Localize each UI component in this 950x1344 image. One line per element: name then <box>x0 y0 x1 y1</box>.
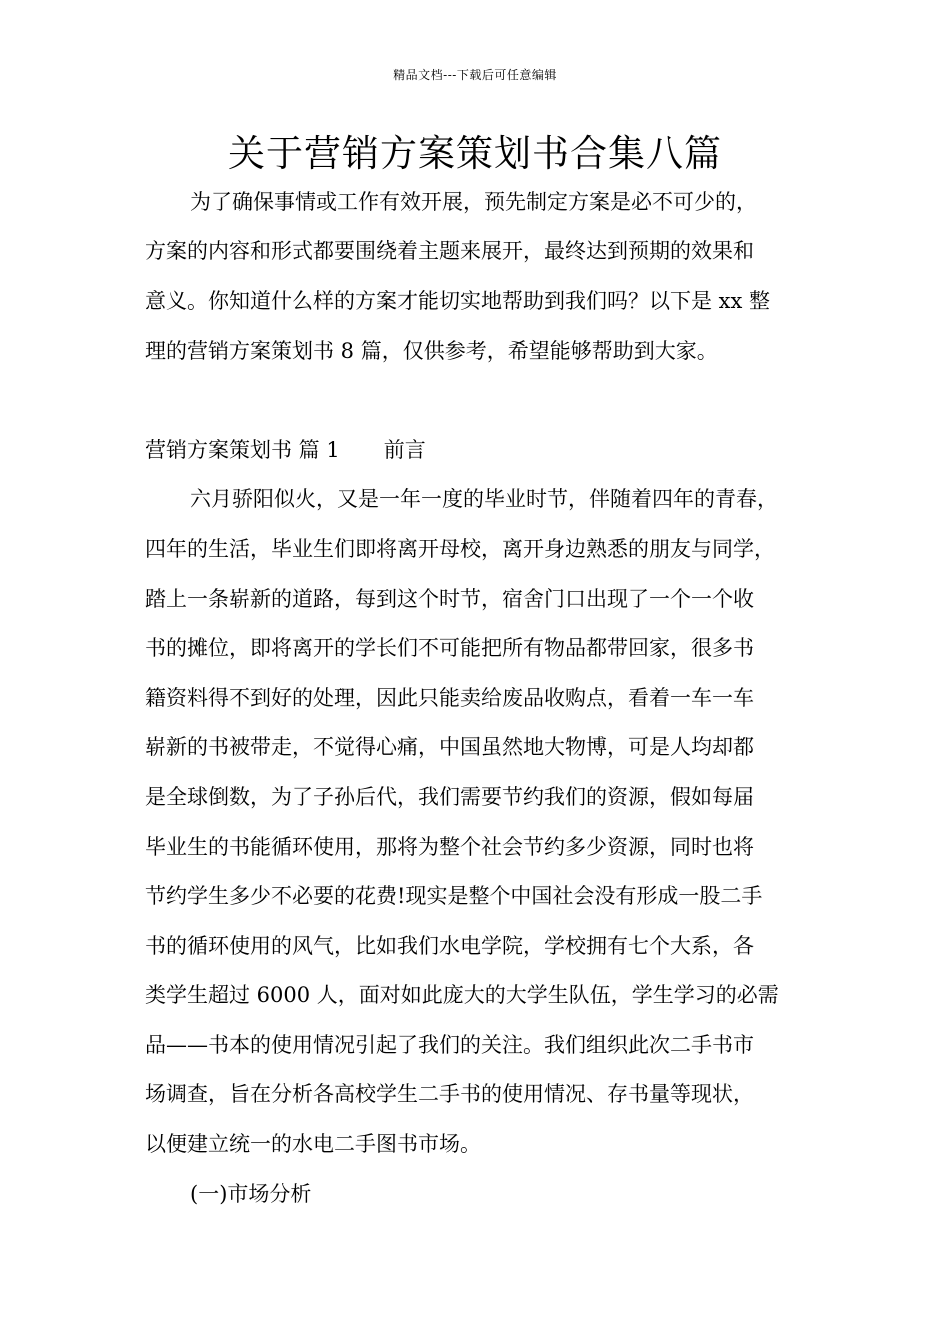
body-line: 以便建立统一的水电二手图书市场。 <box>145 1132 481 1156</box>
body-line: 崭新的书被带走，不觉得心痛，中国虽然地大物博，可是人均却都 <box>145 735 754 759</box>
body-line: 类学生超过 6000 人，面对如此庞大的大学生队伍，学生学习的必需 <box>145 983 779 1007</box>
body-line: 品——书本的使用情况引起了我们的关注。我们组织此次二手书市 <box>145 1033 754 1057</box>
document-title: 关于营销方案策划书合集八篇 <box>228 132 722 175</box>
intro-line: 意义。你知道什么样的方案才能切实地帮助到我们吗？以下是 xx 整 <box>145 289 771 313</box>
body-line: 场调查，旨在分析各高校学生二手书的使用情况、存书量等现状， <box>145 1082 754 1106</box>
body-line: 节约学生多少不必要的花费!现实是整个中国社会没有形成一股二手 <box>145 884 763 908</box>
body-line: 书的循环使用的风气，比如我们水电学院，学校拥有七个大系，各 <box>145 934 754 958</box>
intro-line: 理的营销方案策划书 8 篇，仅供参考，希望能够帮助到大家。 <box>145 339 718 363</box>
body-line: 是全球倒数，为了子孙后代，我们需要节约我们的资源，假如每届 <box>145 785 754 809</box>
body-line: 四年的生活，毕业生们即将离开母校，离开身边熟悉的朋友与同学， <box>145 537 775 561</box>
body-line: 籍资料得不到好的处理，因此只能卖给废品收购点，看着一车一车 <box>145 686 754 710</box>
body-line: 踏上一条崭新的道路，每到这个时节，宿舍门口出现了一个一个收 <box>145 587 754 611</box>
intro-line: 方案的内容和形式都要围绕着主题来展开，最终达到预期的效果和 <box>145 239 754 263</box>
section-heading <box>145 435 426 465</box>
intro-line: 为了确保事情或工作有效开展，预先制定方案是必不可少的， <box>190 190 757 214</box>
section-heading-subtitle: 前言 <box>383 438 426 462</box>
body-line: 书的摊位，即将离开的学长们不可能把所有物品都带回家，很多书 <box>145 636 754 660</box>
subsection-heading: (一)市场分析 <box>190 1182 312 1206</box>
header-note: 精品文档---下载后可任意编辑 <box>393 68 557 82</box>
body-line: 毕业生的书能循环使用，那将为整个社会节约多少资源，同时也将 <box>145 835 754 859</box>
body-line: 六月骄阳似火，又是一年一度的毕业时节，伴随着四年的青春， <box>190 487 778 511</box>
section-heading-label: 营销方案策划书 篇 1 <box>145 438 340 462</box>
